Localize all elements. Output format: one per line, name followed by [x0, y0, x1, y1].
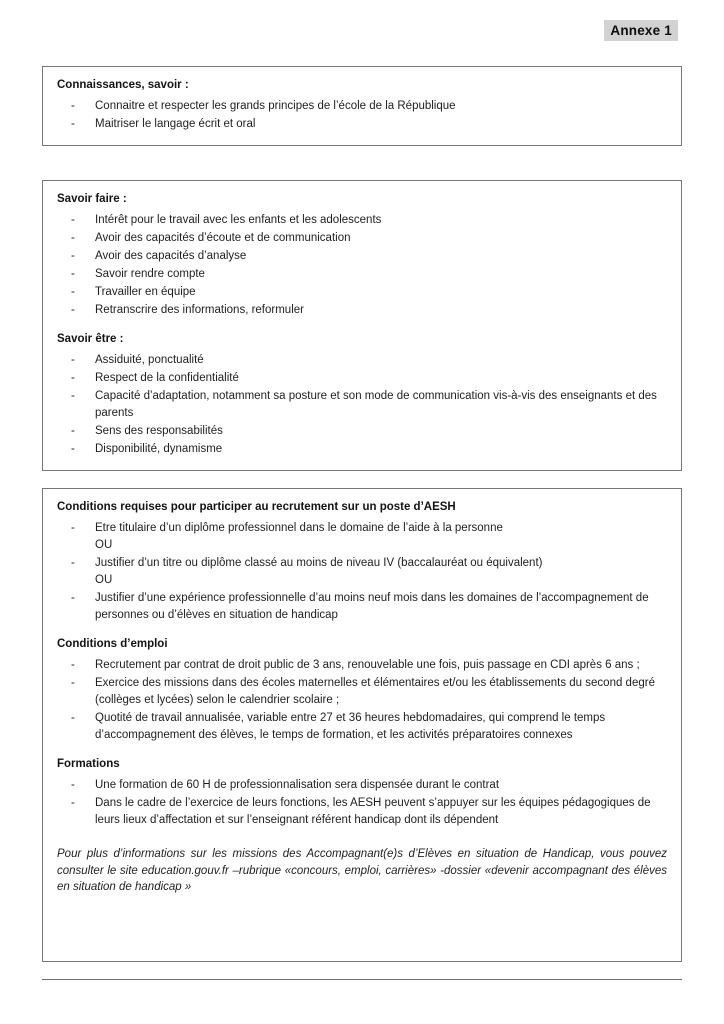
list-item-text	[95, 675, 667, 709]
list-item-line: Une formation de 60 H de professionnalisation sera dispensée durant le contrat	[95, 779, 500, 791]
list-item-line: Justifier d’un titre ou diplôme classé au moins de niveau IV (baccalauréat ou équivalent)	[95, 557, 543, 569]
list-item-line: Avoir des capacités d’écoute et de communication	[95, 232, 351, 244]
list-item-text	[95, 388, 667, 422]
list-item-line: Etre titulaire d’un diplôme professionnel dans le domaine de l’aide à la personne	[95, 522, 503, 534]
dash-bullet: -	[71, 250, 75, 262]
list-item	[57, 657, 667, 674]
section-heading: Savoir être :	[57, 333, 124, 345]
list-item-text	[95, 352, 667, 369]
list-item-text	[95, 248, 667, 265]
list-item-line: Exercice des missions dans des écoles maternelles et élémentaires et/ou les établissements du second degré (collèges et lycées) selon le calendrier scolaire ;	[95, 677, 655, 706]
list-item-text	[95, 555, 667, 589]
dash-bullet: -	[71, 443, 75, 455]
section-heading: Formations	[57, 758, 120, 770]
list-item-line: Disponibilité, dynamisme	[95, 443, 223, 455]
dash-bullet: -	[71, 522, 75, 534]
list-item-text	[95, 777, 667, 794]
section-heading: Conditions requises pour participer au recrutement sur un poste d’AESH	[57, 501, 456, 513]
dash-bullet: -	[71, 797, 75, 809]
dash-bullet: -	[71, 354, 75, 366]
list-item-text	[95, 590, 667, 624]
dash-bullet: -	[71, 286, 75, 298]
dash-bullet: -	[71, 779, 75, 791]
list-item	[57, 555, 667, 589]
list-item	[57, 777, 667, 794]
list-item-line: Quotité de travail annualisée, variable entre 27 et 36 heures hebdomadaires, qui comprend le temps d’accompagnement des élèves, le temps de formation, et les activités préparatoires connexes	[95, 712, 606, 741]
bullet-list	[57, 657, 667, 744]
dash-bullet: -	[71, 712, 75, 724]
dash-bullet: -	[71, 390, 75, 402]
dash-bullet: -	[71, 592, 75, 604]
list-item-text	[95, 230, 667, 247]
list-item	[57, 98, 667, 115]
list-item	[57, 590, 667, 624]
section-heading: Savoir faire :	[57, 193, 127, 205]
list-item-line: Avoir des capacités d’analyse	[95, 250, 247, 262]
list-item-line: OU	[95, 539, 113, 551]
bordered-box	[42, 488, 682, 962]
list-item-line: Travailler en équipe	[95, 286, 196, 298]
list-item	[57, 675, 667, 709]
dash-bullet: -	[71, 677, 75, 689]
bullet-list	[57, 352, 667, 458]
dash-bullet: -	[71, 268, 75, 280]
dash-bullet: -	[71, 118, 75, 130]
list-item	[57, 212, 667, 229]
list-item-text	[95, 370, 667, 387]
footer-note: Pour plus d’informations sur les missions des Accompagnant(e)s d’Elèves en situation de Handicap, vous pouvez consulter le site education.gouv.fr –rubrique «concours, emploi, carrières» -dossier «devenir accompagnant des élèves en situation de handicap »	[57, 848, 667, 893]
list-item	[57, 116, 667, 133]
list-item-line: Justifier d’une expérience professionnelle d’au moins neuf mois dans les domaines de l’accompagnement de personnes ou d’élèves en situation de handicap	[95, 592, 649, 621]
list-item	[57, 302, 667, 319]
list-item-line: Dans le cadre de l’exercice de leurs fonctions, les AESH peuvent s’appuyer sur les équipes pédagogiques de leurs lieux d’affectation et sur l’enseignant référent handicap dont ils dépendent	[95, 797, 651, 826]
list-item-text	[95, 284, 667, 301]
dash-bullet: -	[71, 100, 75, 112]
list-item	[57, 230, 667, 247]
list-item	[57, 423, 667, 440]
list-item-text	[95, 795, 667, 829]
bordered-box	[42, 180, 682, 471]
list-item	[57, 284, 667, 301]
dash-bullet: -	[71, 304, 75, 316]
list-item	[57, 370, 667, 387]
list-item-line: Connaitre et respecter les grands principes de l’école de la République	[95, 100, 456, 112]
list-item	[57, 795, 667, 829]
list-item	[57, 710, 667, 744]
dash-bullet: -	[71, 425, 75, 437]
dash-bullet: -	[71, 557, 75, 569]
list-item	[57, 248, 667, 265]
section-heading: Conditions d’emploi	[57, 638, 168, 650]
list-item-text	[95, 212, 667, 229]
list-item	[57, 388, 667, 422]
list-item-line: Retranscrire des informations, reformuler	[95, 304, 304, 316]
list-item-text	[95, 710, 667, 744]
dash-bullet: -	[71, 372, 75, 384]
list-item-text	[95, 98, 667, 115]
list-item-line: Capacité d’adaptation, notamment sa posture et son mode de communication vis-à-vis des enseignants et des parents	[95, 390, 657, 419]
list-item-text	[95, 266, 667, 283]
list-item-text	[95, 423, 667, 440]
list-item-line: Savoir rendre compte	[95, 268, 205, 280]
list-item-line: Respect de la confidentialité	[95, 372, 239, 384]
list-item-text	[95, 302, 667, 319]
annexe-label: Annexe 1	[604, 20, 678, 41]
partial-box-top-border	[42, 979, 682, 980]
list-item-line: OU	[95, 574, 113, 586]
list-item-text	[95, 116, 667, 133]
list-item-text	[95, 520, 667, 554]
bullet-list	[57, 98, 667, 133]
list-item	[57, 441, 667, 458]
list-item-line: Intérêt pour le travail avec les enfants et les adolescents	[95, 214, 382, 226]
list-item-line: Recrutement par contrat de droit public de 3 ans, renouvelable une fois, puis passage en CDI après 6 ans ;	[95, 659, 640, 671]
bordered-box	[42, 66, 682, 146]
dash-bullet: -	[71, 659, 75, 671]
list-item-text	[95, 657, 667, 674]
bullet-list	[57, 212, 667, 319]
dash-bullet: -	[71, 232, 75, 244]
bullet-list	[57, 520, 667, 624]
list-item	[57, 352, 667, 369]
bullet-list	[57, 777, 667, 829]
list-item-line: Assiduité, ponctualité	[95, 354, 204, 366]
list-item-line: Maitriser le langage écrit et oral	[95, 118, 256, 130]
dash-bullet: -	[71, 214, 75, 226]
list-item-text	[95, 441, 667, 458]
section-heading: Connaissances, savoir :	[57, 79, 189, 91]
list-item-line: Sens des responsabilités	[95, 425, 223, 437]
list-item	[57, 520, 667, 554]
list-item	[57, 266, 667, 283]
